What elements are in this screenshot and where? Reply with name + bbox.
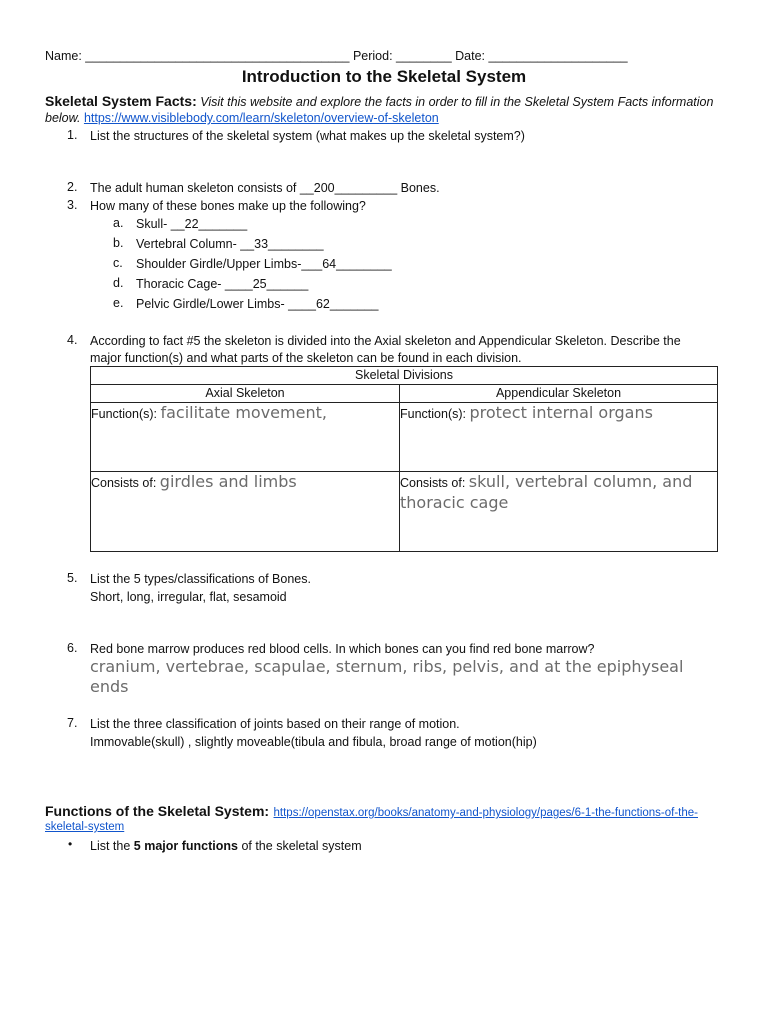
q7-text: List the three classification of joints based on their range of motion.	[90, 717, 460, 731]
q3b-letter: b.	[113, 236, 124, 250]
q3e-letter: e.	[113, 296, 124, 310]
appendicular-function-answer: protect internal organs	[469, 403, 653, 422]
page-title: Introduction to the Skeletal System	[241, 67, 527, 86]
q4-text-line2: major function(s) and what parts of the skeleton can be found in each division.	[90, 351, 522, 365]
q2-number: 2.	[67, 180, 78, 194]
q3c-letter: c.	[113, 256, 123, 270]
date-field[interactable]: Date: ____________________	[455, 49, 628, 63]
q3-number: 3.	[67, 198, 78, 212]
q3a-text: Skull- __22_______	[136, 217, 248, 231]
skeletal-divisions-table	[90, 366, 718, 552]
period-field[interactable]: Period: ________	[352, 49, 452, 63]
q6-answer-line1[interactable]: cranium, vertebrae, scapulae, sternum, ribs, pelvis, and at the epiphyseal	[90, 657, 684, 676]
appendicular-consists-answer: skull, vertebral column, and thoracic cage	[400, 472, 693, 512]
q6-number: 6.	[67, 641, 78, 655]
header-line	[45, 47, 628, 65]
q3e-text: Pelvic Girdle/Lower Limbs- ____62_______	[136, 297, 379, 311]
appendicular-consists-cell[interactable]: Consists of: skull, vertebral column, and thoracic cage	[400, 472, 718, 552]
functions-bullet-text: List the 5 major functions of the skeletal system	[90, 839, 362, 853]
axial-function-cell[interactable]: Function(s): facilitate movement,	[91, 403, 400, 472]
openstax-link[interactable]: https://openstax.org/books/anatomy-and-physiology/pages/6-1-the-functions-of-the-	[273, 807, 698, 819]
q3-text: How many of these bones make up the following?	[90, 199, 366, 213]
q4-text-line1: According to fact #5 the skeleton is divided into the Axial skeleton and Appendicular Skeleton. Describe the	[90, 334, 681, 348]
q5-text: List the 5 types/classifications of Bones.	[90, 572, 311, 586]
facts-instructions-line2: below. https://www.visiblebody.com/learn/skeleton/overview-of-skeleton	[45, 111, 439, 125]
bullet-dot: •	[68, 837, 73, 851]
q5-answer[interactable]: Short, long, irregular, flat, sesamoid	[90, 590, 287, 604]
q1-number: 1.	[67, 128, 78, 142]
functions-heading: Functions of the Skeletal System:	[45, 803, 270, 819]
q3a-letter: a.	[113, 216, 124, 230]
q5-number: 5.	[67, 571, 78, 585]
appendicular-function-cell[interactable]: Function(s): protect internal organs	[400, 403, 718, 472]
axial-consists-cell[interactable]: Consists of: girdles and limbs	[91, 472, 400, 552]
q2-text: The adult human skeleton consists of __200_________ Bones.	[90, 181, 440, 195]
q3b-text: Vertebral Column- __33________	[136, 237, 324, 251]
q4-number: 4.	[67, 333, 78, 347]
table-title: Skeletal Divisions	[91, 367, 718, 385]
q6-text: Red bone marrow produces red blood cells. In which bones can you find red bone marrow?	[90, 642, 595, 656]
q7-number: 7.	[67, 716, 78, 730]
q3c-text: Shoulder Girdle/Upper Limbs-___64________	[136, 257, 392, 271]
facts-heading: Skeletal System Facts:	[45, 93, 197, 109]
q3d-text: Thoracic Cage- ____25______	[136, 277, 309, 291]
q6-answer-line2[interactable]: ends	[90, 677, 129, 696]
openstax-link-line2: skeletal-system	[45, 821, 125, 833]
name-field[interactable]: Name: ______________________________________	[45, 49, 350, 63]
axial-consists-answer: girdles and limbs	[159, 472, 297, 491]
q1-text: List the structures of the skeletal system (what makes up the skeletal system?)	[90, 129, 525, 143]
q3d-letter: d.	[113, 276, 124, 290]
appendicular-header: Appendicular Skeleton	[400, 385, 718, 403]
q7-answer[interactable]: Immovable(skull) , slightly moveable(tibula and fibula, broad range of motion(hip)	[90, 735, 537, 749]
visiblebody-link[interactable]: https://www.visiblebody.com/learn/skeleton/overview-of-skeleton	[83, 111, 439, 125]
functions-heading-line	[45, 803, 698, 821]
axial-function-answer: facilitate movement,	[160, 403, 327, 422]
axial-header: Axial Skeleton	[91, 385, 400, 403]
facts-instructions-text: Visit this website and explore the facts in order to fill in the Skeletal System Facts information	[200, 95, 714, 109]
